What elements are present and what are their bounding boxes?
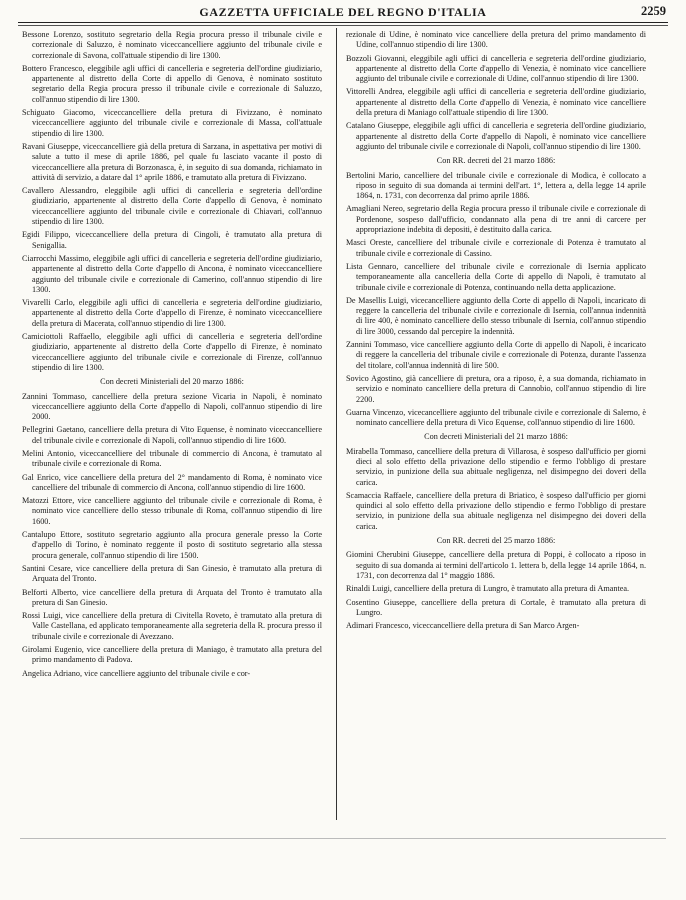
decree-entry: rezionale di Udine, è nominato vice cancelliere della pretura del primo mandamento di Udine, coll'annuo stipendio di lire 1300. [346, 30, 646, 50]
decree-entry: Gal Enrico, vice cancelliere della pretura del 2° mandamento di Roma, è nominato vice cancelliere del tribunale di commercio di Ancona, coll'annuo stipendio di lire 1600. [22, 472, 322, 492]
header-rule-thin [18, 25, 668, 26]
decree-entry: Masci Oreste, cancelliere del tribunale civile e correzionale di Potenza è tramutato al tribunale civile e correzionale di Cassino. [346, 238, 646, 258]
decree-heading: Con decreti Ministeriali del 21 marzo 1886: [424, 432, 568, 442]
decree-heading: Con RR. decreti del 21 marzo 1886: [436, 156, 556, 166]
decree-entry: Bessone Lorenzo, sostituto segretario della Regia procura presso il tribunale civile e correzionale di Saluzzo, è nominato viceccancelliere aggiunto del tribunale civile e correzionale di Savona, coll'attuale stipendio di lire 1300. [22, 30, 322, 60]
decree-entry: Zannini Tommaso, cancelliere della pretura sezione Vicaria in Napoli, è nominato viceccancelliere aggiunto della Corte d'appello di Napoli, coll'annuo stipendio di lire 2000. [22, 391, 322, 422]
decree-heading: Con decreti Ministeriali del 20 marzo 1886: [100, 377, 244, 387]
decree-entry: Egidi Filippo, viceccancelliere della pretura di Cingoli, è tramutato alla pretura di Senigallia. [22, 230, 322, 250]
decree-entry: Giomini Cherubini Giuseppe, cancelliere della pretura di Poppi, è collocato a riposo in seguito di sua domanda ai termini dell'articolo 1. lettera b, della legge 14 aprile 1864, n. 1731, con decorrenza dal 1° maggio 1886. [346, 550, 646, 580]
publication-title: GAZZETTA UFFICIALE DEL REGNO D'ITALIA [199, 5, 487, 19]
decree-entry: Belforti Alberto, vice cancelliere della pretura di Arquata del Tronto è tramutato alla pretura di San Ginesio. [22, 587, 322, 607]
decree-entry: Zannini Tommaso, vice cancelliere aggiunto della Corte di appello di Napoli, è incaricato di reggere la cancelleria del tribunale civile e correzionale di Potenza, durante l'assenza del titolare, coll'annua indennità di lire 500. [346, 340, 646, 370]
decree-entry: Mirabella Tommaso, cancelliere della pretura di Villarosa, è sospeso dall'ufficio per giorni dieci al solo effetto della privazione dello stipendio e fermo l'obbligo di prestare servizio, in punizione della sua abituale negligenza, nel disimpegno dei doveri della carica. [346, 446, 646, 487]
decree-entry: Rinaldi Luigi, cancelliere della pretura di Lungro, è tramutato alla pretura di Amantea. [346, 584, 630, 594]
decree-entry: Cantalupo Ettore, sostituto segretario aggiunto alla procura generale presso la Corte d'appello di Torino, è nominato reggente il posto di sostituto segretario alla stessa procura generale, coll'annuo stipendio di lire 1500. [22, 530, 322, 560]
decree-entry: De Masellis Luigi, vicecancelliere aggiunto della Corte di appello di Napoli, incaricato di reggere la cancelleria del tribunale civile e correzionale di Isernia, coll'annua indennità di lire 400, è nominato cancelliere dello stesso tribunale di Isernia, coll'annuo stipendio di lire 3000, cessando dal percepire la indennità. [346, 295, 646, 336]
decree-entry: Cavallero Alessandro, eleggibile agli uffici di cancelleria e segreteria dell'ordine giudiziario, appartenente al distretto della Corte d'appello di Genova, è nominato viceccancelliere aggiunto del tribunale civile e correzionale di Chiavari, coll'annuo stipendio di lire 1300. [22, 186, 322, 227]
decree-entry: Cosentino Giuseppe, cancelliere della pretura di Cortale, è tramutato alla pretura di Lungro. [346, 597, 646, 617]
decree-entry: Schiguato Giacomo, viceccancelliere della pretura di Fivizzano, è nominato viceccancelliere aggiunto del tribunale civile e correzionale di Massa, coll'attuale stipendio di lire 1300. [22, 108, 322, 138]
decree-entry: Matozzi Ettore, vice cancelliere aggiunto del tribunale civile e correzionale di Roma, è nominato vice cancelliere dello stesso tribunale di Roma, coll'annuo stipendio di lire 1600. [22, 496, 322, 526]
decree-entry: Vittorelli Andrea, eleggibile agli uffici di cancelleria e segreteria dell'ordine giudiziario, appartenente al distretto della Corte d'appello di Venezia, è nominato vice cancelliere della pretura di Maniago coll'attuale stipendio di lire 1300. [346, 87, 646, 118]
decree-entry: Ciarrocchi Massimo, eleggibile agli uffici di cancelleria e segreteria dell'ordine giudiziario, appartenente al distretto della Corte d'appello di Ancona, è nominato viceccancelliere aggiunto del tribunale civile e correzionale di Camerino, coll'annuo stipendio di lire 1300. [22, 253, 322, 294]
decree-entry: Adimari Francesco, viceccancelliere della pretura di San Marco Argen- [346, 621, 580, 631]
decree-entry: Angelica Adriano, vice cancelliere aggiunto del tribunale civile e cor- [22, 668, 251, 678]
decree-heading: Con RR. decreti del 25 marzo 1886: [436, 536, 556, 546]
decree-entry: Amagliani Nereo, segretario della Regia procura presso il tribunale civile e correzionale di Pordenone, sospeso dall'ufficio, condannato alla pena di tre anni di carcere per appropriazione indebita di depositi, è destituito dalla carica. [346, 204, 646, 235]
page-number: 2259 [641, 4, 666, 18]
decree-entry: Scamaccia Raffaele, cancelliere della pretura di Briatico, è sospeso dall'ufficio per giorni quindici al solo effetto della privazione dello stipendio e fermo l'obbligo di prestare servizio, in punizione della sua abituale negligenza nel disimpegno dei doveri della carica. [346, 490, 646, 531]
decree-entry: Lista Gennaro, cancelliere del tribunale civile e correzionale di Isernia applicato temporaneamente alla cancelleria della Corte di appello di Napoli, è tramutato al tribunale civile e correzionale di Potenza, continuando nella detta applicazione. [346, 261, 646, 292]
decree-entry: Girolami Eugenio, vice cancelliere della pretura di Maniago, è tramutato alla pretura del primo mandamento di Padova. [22, 645, 322, 665]
left-column [22, 30, 322, 682]
decree-entry: Sovico Agostino, già cancelliere di pretura, ora a riposo, è, a sua domanda, richiamato in servizio e nominato cancelliere della pretura di Cannobio, coll'annuo stipendio di lire 2200. [346, 373, 646, 404]
decree-entry: Bozzoli Giovanni, eleggibile agli uffici di cancelleria e segreteria dell'ordine giudiziario, appartenente al distretto della Corte d'appello di Venezia, è nominato vice cancelliere aggiunto del tribunale civile e correzionale di Udine, coll'annuo stipendio di lire 1300. [346, 53, 646, 84]
footer-rule [20, 838, 666, 839]
decree-entry: Ravani Giuseppe, viceccancelliere già della pretura di Sarzana, in aspettativa per motivi di salute a tutto il mese di aprile 1886, pel quale fu lasciato vacante il posto di viceccancelliere alla pretura di Borzonasca, è, in seguito di sua domanda, richiamato in attività di servizio, a datare dal 1° aprile 1886, e tramutato alla pretura di Fivizzano. [22, 141, 322, 182]
decree-entry: Bottero Francesco, eleggibile agli uffici di cancelleria e segreteria dell'ordine giudiziario, appartenente al distretto della Corte di appello di Genova, è nominato sostituto segretario della Regia procura presso il tribunale civile e correzionale di Saluzzo, coll'annuo stipendio di lire 1300. [22, 63, 322, 104]
decree-entry: Rossi Luigi, vice cancelliere della pretura di Civitella Roveto, è tramutato alla pretura di Valle Castellana, ed applicato temporaneamente alla segreteria della R. procura presso il tribunale civile e correzionale di Avezzano. [22, 611, 322, 641]
column-divider [336, 28, 337, 820]
decree-entry: Vivarelli Carlo, eleggibile agli uffici di cancelleria e segreteria dell'ordine giudiziario, appartenente al distretto della Corte d'appello di Firenze, è nominato viceccancelliere della pretura di Macerata, coll'annuo stipendio di lire 1300. [22, 298, 322, 328]
decree-entry: Catalano Giuseppe, eleggibile agli uffici di cancelleria e segreteria dell'ordine giudiziario, appartenente al distretto della Corte d'appello di Napoli, è nominato vice cancelliere aggiunto del tribunale civile e correzionale di Napoli, coll'annuo stipendio di lire 1300. [346, 121, 646, 151]
right-column [346, 30, 646, 634]
decree-entry: Guarna Vincenzo, vicecancelliere aggiunto del tribunale civile e correzionale di Salerno, è nominato cancelliere della pretura di Vico Equense, coll'annuo stipendio di lire 1600. [346, 407, 646, 428]
decree-entry: Camiciottoli Raffaello, eleggibile agli uffici di cancelleria e segreteria dell'ordine giudiziario, appartenente al distretto della Corte d'appello di Firenze, è nominato viceccancelliere aggiunto del tribunale civile e correzionale di Firenze, coll'annuo stipendio di lire 1300. [22, 332, 322, 372]
page-header [20, 4, 666, 22]
decree-entry: Santini Cesare, vice cancelliere della pretura di San Ginesio, è tramutato alla pretura di Arquata del Tronto. [22, 563, 322, 584]
header-rule [18, 22, 668, 23]
decree-entry: Melini Antonio, viceccancelliere del tribunale di commercio di Ancona, è tramutato al tribunale civile e correzionale di Roma. [22, 448, 322, 469]
decree-entry: Pellegrini Gaetano, cancelliere della pretura di Vito Equense, è nominato viceccancelliere del tribunale civile e correzionale di Napoli, coll'annuo stipendio di lire 1600. [22, 425, 322, 445]
decree-entry: Bertolini Mario, cancelliere del tribunale civile e correzionale di Modica, è collocato a riposo in seguito di sua domanda ai termini dell'art. 1°, lettera a, della legge 14 aprile 1864, n. 1731, con decorrenza dal primo aprile 1886. [346, 170, 646, 201]
